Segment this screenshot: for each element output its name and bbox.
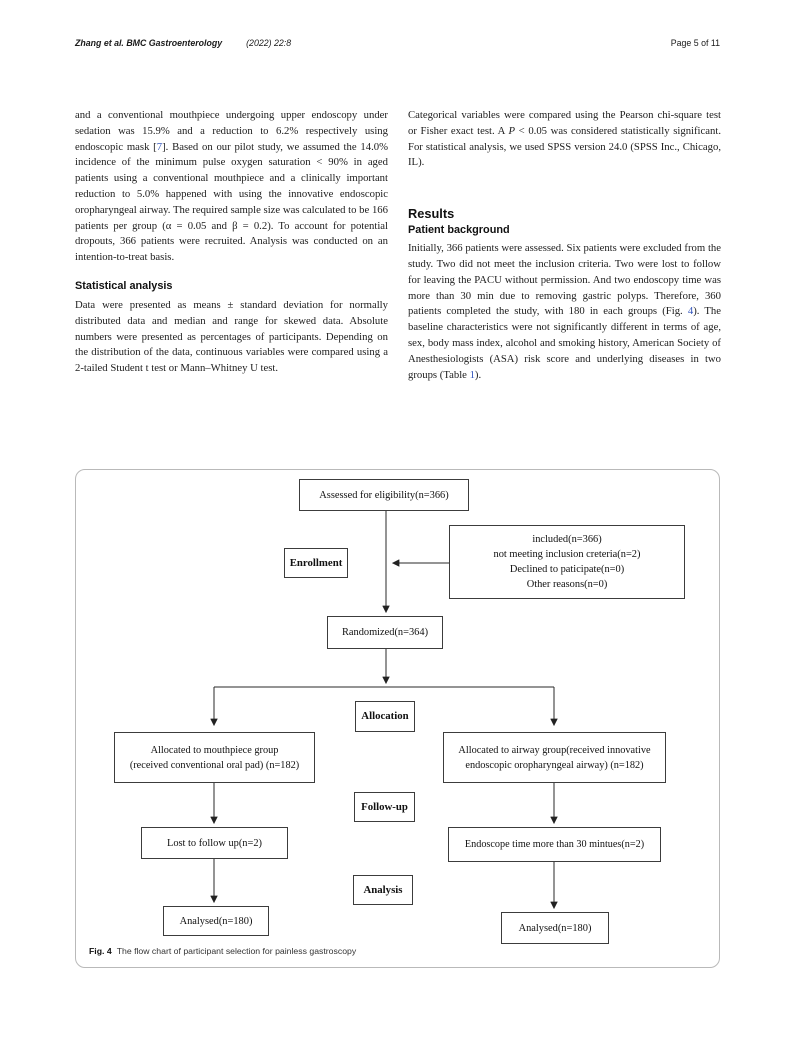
figure-caption-label: Fig. 4	[89, 946, 112, 956]
analysis-label: Analysis	[353, 875, 413, 905]
paragraph-text: Initially, 366 patients were assessed. Six patients were excluded from the study. Two did not meet the inclusion criteria. Two were lost to follow for leaving the PACU without permission. And two endoscopy time was more than 30 min due to removing gastric polyps. Therefore, 360 patients completed the study, with 180 in each groups (Fig.	[408, 242, 721, 318]
figure-4-panel	[75, 469, 720, 968]
airway-group-box	[443, 732, 666, 783]
running-head-journal: Zhang et al. BMC Gastroenterology	[75, 38, 223, 48]
running-head-citation: (2022) 22:8	[246, 38, 292, 48]
heading-patient-background: Patient background	[408, 224, 510, 237]
airway-group-line: endoscopic oropharyngeal airway) (n=182)	[465, 759, 644, 771]
allocation-label: Allocation	[355, 701, 415, 732]
excluded-box	[449, 525, 685, 599]
analysed-right-box: Analysed(n=180)	[501, 912, 609, 944]
enrollment-label: Enrollment	[284, 548, 348, 578]
page-number: Page 5 of 11	[670, 38, 720, 48]
paragraph-categorical	[408, 108, 721, 171]
running-header	[75, 38, 720, 48]
reference-7-link[interactable]: 7	[156, 140, 163, 153]
paragraph-statistical-analysis: Data were presented as means ± standard deviation for normally distributed data and median and range for skewed data. Absolute numbers were presented as percentages of participants. Depending on the distribution of the data, continuous variables were compared using a 2-tailed Student t test or Mann–Whitney U test.	[75, 298, 388, 375]
mouthpiece-group-line: (received conventional oral pad) (n=182)	[129, 759, 300, 771]
randomized-box: Randomized(n=364)	[327, 616, 443, 649]
heading-statistical-analysis: Statistical analysis	[75, 279, 173, 292]
table-1-link[interactable]: 1	[469, 368, 475, 381]
paragraph-sample-size	[75, 108, 388, 266]
excluded-line: included(n=366)	[532, 534, 602, 545]
paragraph-text: ]. Based on our pilot study, we assumed the 14.0% incidence of the minimum pulse oxygen saturation < 90% in aged patients using a conventional mouthpiece and a clinically important reduction to 5.0% happened with using the innovative endoscopic oropharyngeal airway. The required sample size was calculated to be 166 patients per group (α = 0.05 and β = 0.2). To account for potential dropouts, 366 patients were recruited. Analysis was conducted on an intention-to-treat basis.	[75, 140, 388, 264]
mouthpiece-group-box	[114, 732, 315, 783]
column-right	[408, 108, 721, 383]
endoscope-time-box: Endoscope time more than 30 mintues(n=2)	[448, 827, 661, 862]
excluded-line: Declined to paticipate(n=0)	[509, 564, 625, 575]
paragraph-text: and a conventional mouthpiece undergoing upper endoscopy under sedation was 15.9% and a reduction to 6.2% respectively using endoscopic mask [	[75, 109, 388, 153]
running-header-left	[75, 38, 291, 48]
paragraph-patient-background	[408, 241, 721, 383]
italic-p-symbol: P	[508, 124, 515, 137]
figure-4-link[interactable]: 4	[687, 305, 694, 318]
followup-label: Follow-up	[354, 792, 415, 822]
excluded-line: Other reasons(n=0)	[526, 579, 608, 590]
paragraph-text: < 0.05 was considered statistically significant. For statistical analysis, we used SPSS version 24.0 (SPSS Inc., Chicago, IL).	[408, 124, 722, 169]
heading-results: Results	[408, 206, 455, 222]
assessed-box: Assessed for eligibility(n=366)	[299, 479, 469, 511]
paragraph-text: Categorical variables were compared using the Pearson chi-square test or Fisher exact test. A	[408, 109, 721, 137]
mouthpiece-group-line: Allocated to mouthpiece group	[150, 744, 279, 756]
excluded-line: not meeting inclusion creteria(n=2)	[493, 549, 641, 560]
paragraph-text: ). The baseline characteristics were not significantly different in terms of age, sex, body mass index, alcohol and smoking history, American Society of Anesthesiologists (ASA) risk score and underlying diseases in two groups (Table	[408, 305, 721, 381]
airway-group-line: Allocated to airway group(received innovative	[458, 744, 651, 756]
figure-caption	[89, 946, 356, 956]
lost-followup-box: Lost to follow up(n=2)	[141, 827, 288, 859]
analysed-left-box: Analysed(n=180)	[163, 906, 269, 936]
paragraph-text: ).	[474, 368, 482, 381]
column-left	[75, 108, 388, 377]
figure-caption-text: The flow chart of participant selection for painless gastroscopy	[116, 946, 357, 956]
